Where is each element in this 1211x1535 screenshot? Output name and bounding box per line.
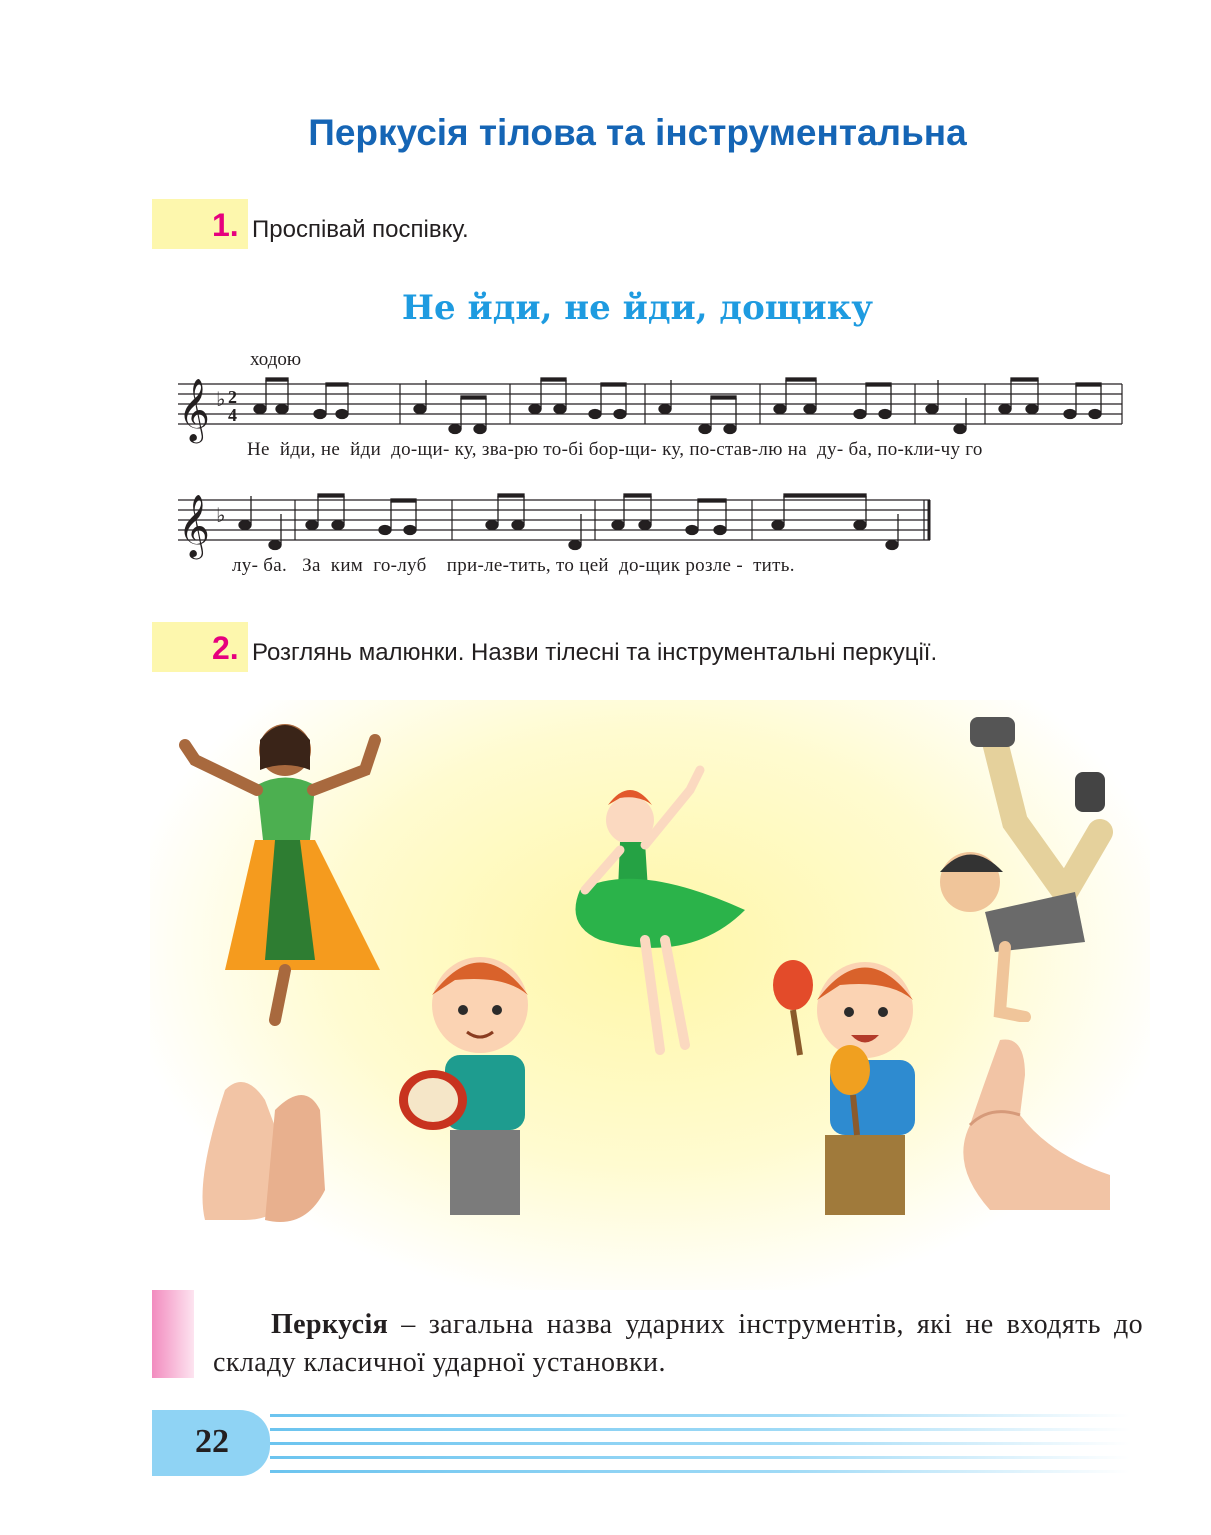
task-2-number: 2. — [212, 630, 239, 666]
page-title: Перкусія тілова та інструментальна — [308, 112, 967, 153]
tempo-marking: ходою — [250, 349, 302, 370]
page-number: 22 — [195, 1423, 229, 1460]
time-signature-bottom: 4 — [228, 405, 237, 425]
definition-marker — [152, 1290, 194, 1378]
time-signature-top: 2 — [228, 387, 237, 407]
lyrics-line-2: лу- ба. За ким го-луб при-ле-тить, то цей до-щик розле - тить. — [232, 555, 795, 576]
flat-sign-icon: ♭ — [216, 503, 226, 527]
ballerina-illustration — [560, 750, 760, 1080]
treble-clef-icon: 𝄞 — [178, 494, 210, 557]
task-2-text: Розглянь малюнки. Назви тілесні та інструментальні перкуції. — [252, 639, 938, 666]
notes-line-2 — [239, 494, 898, 550]
treble-clef-icon: 𝄞 — [178, 378, 210, 441]
footer-rule — [270, 1414, 1130, 1417]
lyrics-line-1: Не йди, не йди до-щи- ку, зва-рю то-бі бор-щи- ку, по-став-лю на ду- ба, по-кли-чу го — [247, 439, 983, 460]
footer-rule — [270, 1456, 1130, 1459]
breakdancer-illustration — [925, 712, 1125, 1022]
song-title: Не йди, не йди, дощику — [401, 288, 874, 328]
definition-term: Перкусія — [271, 1309, 389, 1340]
task-1-text: Проспівай поспівку. — [252, 216, 469, 243]
footer-rule — [270, 1442, 1130, 1445]
notes-line-1 — [254, 378, 1101, 434]
indian-dancer-illustration — [165, 710, 405, 1040]
staff-line-2 — [170, 482, 940, 562]
footer-rule — [270, 1470, 1130, 1473]
boy-with-drum-illustration — [395, 940, 565, 1240]
definition-paragraph — [213, 1306, 1143, 1382]
flat-sign-icon: ♭ — [216, 387, 226, 411]
staff-line-1 — [170, 368, 1130, 448]
boy-with-maracas-illustration — [765, 940, 935, 1250]
snapping-fingers-illustration — [950, 1035, 1115, 1215]
task-1-number: 1. — [212, 207, 239, 243]
footer-rule — [270, 1428, 1130, 1431]
definition-text: – загальна назва ударних інструментів, які не входять до складу класичної ударної установки. — [213, 1309, 1143, 1378]
clapping-hands-illustration — [185, 1070, 355, 1230]
